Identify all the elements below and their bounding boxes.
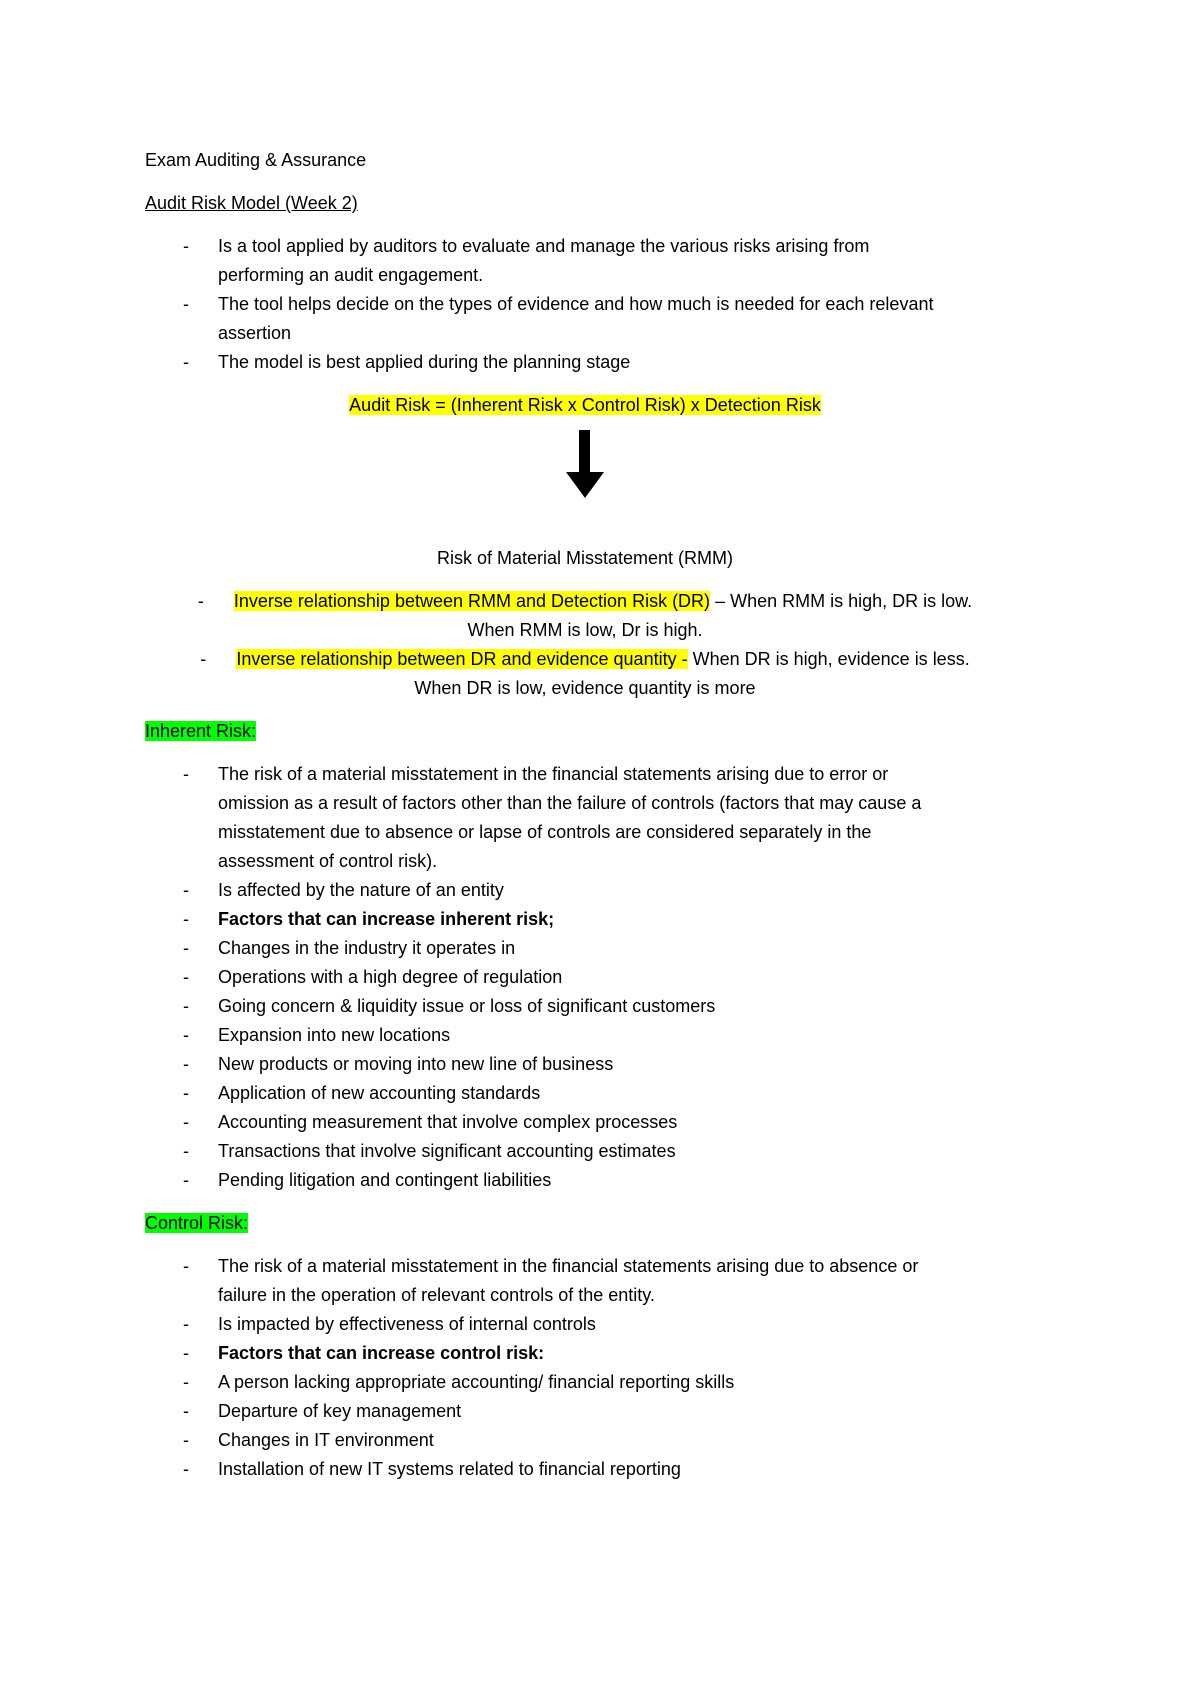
- list-item-text: Going concern & liquidity issue or loss of significant customers: [218, 996, 716, 1016]
- list-item-text: The model is best applied during the planning stage: [218, 352, 631, 372]
- list-item-continuation: [145, 1281, 1045, 1310]
- rmm-title: Risk of Material Misstatement (RMM): [436, 548, 734, 568]
- dash-bullet: -: [183, 938, 189, 958]
- list-item: [145, 963, 1045, 992]
- list-item-text: Changes in the industry it operates in: [218, 938, 516, 958]
- list-item-text: Operations with a high degree of regulation: [218, 967, 563, 987]
- dash-bullet: -: [183, 1372, 189, 1392]
- list-item: [145, 1108, 1045, 1137]
- list-item-continuation: [145, 789, 1045, 818]
- dash-bullet: -: [183, 1112, 189, 1132]
- rmm-relationship-1: [125, 587, 1045, 645]
- list-item: [145, 760, 1045, 789]
- relationship-continuation: When DR is low, evidence quantity is more: [414, 678, 756, 698]
- list-item-text: Application of new accounting standards: [218, 1083, 541, 1103]
- document-title: Exam Auditing & Assurance: [145, 150, 367, 170]
- dash-bullet: -: [200, 649, 207, 669]
- dash-bullet: -: [183, 1401, 189, 1421]
- list-item-text: Expansion into new locations: [218, 1025, 451, 1045]
- list-item: [145, 1397, 1045, 1426]
- dash-bullet: -: [183, 909, 189, 929]
- list-item-text: The tool helps decide on the types of evidence and how much is needed for each relevant: [218, 294, 934, 314]
- list-item-text: Is affected by the nature of an entity: [218, 880, 504, 900]
- list-item: [145, 1166, 1045, 1195]
- list-item-text: New products or moving into new line of business: [218, 1054, 614, 1074]
- dash-bullet: -: [183, 996, 189, 1016]
- dash-bullet: -: [183, 1256, 189, 1276]
- inherent-risk-heading-text: Inherent Risk:: [145, 721, 257, 741]
- dash-bullet: -: [183, 1025, 189, 1045]
- list-item: [145, 1079, 1045, 1108]
- dash-bullet: -: [197, 591, 204, 611]
- audit-risk-formula-row: [125, 391, 1045, 420]
- list-item: [145, 876, 1045, 905]
- list-item: [145, 348, 1045, 377]
- list-item-text: Accounting measurement that involve complex processes: [218, 1112, 678, 1132]
- list-item: [145, 1021, 1045, 1050]
- dash-bullet: -: [183, 1459, 189, 1479]
- dash-bullet: -: [183, 1314, 189, 1334]
- inherent-risk-list: [145, 760, 1045, 1195]
- audit-risk-model-heading-text: Audit Risk Model (Week 2): [145, 193, 358, 213]
- list-item: [145, 1252, 1045, 1281]
- dash-bullet: -: [183, 1343, 189, 1363]
- dash-bullet: -: [183, 352, 189, 372]
- list-item-text: Factors that can increase control risk:: [218, 1343, 545, 1363]
- list-item-text: The risk of a material misstatement in the financial statements arising due to absence or: [218, 1256, 919, 1276]
- inherent-risk-heading: [145, 717, 1045, 746]
- list-item: [145, 1455, 1045, 1484]
- relationship-highlight: Inverse relationship between RMM and Detection Risk (DR): [233, 591, 711, 611]
- audit-risk-formula: Audit Risk = (Inherent Risk x Control Risk) x Detection Risk: [349, 395, 821, 415]
- control-risk-heading-text: Control Risk:: [145, 1213, 249, 1233]
- control-risk-heading: [145, 1209, 1045, 1238]
- list-item-text: failure in the operation of relevant controls of the entity.: [218, 1285, 655, 1305]
- list-item-text: assessment of control risk).: [218, 851, 438, 871]
- down-arrow-icon: [563, 426, 607, 502]
- dash-bullet: -: [183, 1430, 189, 1450]
- dash-bullet: -: [183, 1083, 189, 1103]
- list-item-text: Factors that can increase inherent risk;: [218, 909, 555, 929]
- audit-risk-model-list: [145, 232, 1045, 377]
- dash-bullet: -: [183, 967, 189, 987]
- list-item-continuation: [145, 319, 1045, 348]
- dash-bullet: -: [183, 1141, 189, 1161]
- relationship-continuation: When RMM is low, Dr is high.: [467, 620, 703, 640]
- list-item-text: Departure of key management: [218, 1401, 462, 1421]
- list-item-text: Is a tool applied by auditors to evaluate and manage the various risks arising from: [218, 236, 870, 256]
- list-item-text: The risk of a material misstatement in the financial statements arising due to error or: [218, 764, 889, 784]
- list-item-text: A person lacking appropriate accounting/ financial reporting skills: [218, 1372, 735, 1392]
- relationship-rest: When DR is high, evidence is less.: [687, 649, 970, 669]
- list-item: [145, 1368, 1045, 1397]
- audit-risk-model-heading: [145, 189, 1045, 218]
- list-item: [145, 905, 1045, 934]
- rmm-relationship-2: [125, 645, 1045, 703]
- list-item-text: performing an audit engagement.: [218, 265, 484, 285]
- list-item-text: Installation of new IT systems related to financial reporting: [218, 1459, 681, 1479]
- dash-bullet: -: [183, 236, 189, 256]
- list-item-continuation: [145, 847, 1045, 876]
- list-item-text: Changes in IT environment: [218, 1430, 434, 1450]
- list-item-continuation: [145, 261, 1045, 290]
- dash-bullet: -: [183, 764, 189, 784]
- down-arrow-container: [125, 426, 1045, 506]
- list-item-text: omission as a result of factors other than the failure of controls (factors that may cause a: [218, 793, 922, 813]
- list-item: [145, 232, 1045, 261]
- list-item: [145, 290, 1045, 319]
- list-item: [145, 1339, 1045, 1368]
- list-item: [145, 1426, 1045, 1455]
- list-item-text: Transactions that involve significant accounting estimates: [218, 1141, 676, 1161]
- list-item: [145, 992, 1045, 1021]
- list-item-text: Pending litigation and contingent liabilities: [218, 1170, 552, 1190]
- relationship-line: [125, 587, 1045, 616]
- dash-bullet: -: [183, 294, 189, 314]
- list-item-text: assertion: [218, 323, 292, 343]
- document-body: [145, 146, 1045, 1498]
- relationship-rest: – When RMM is high, DR is low.: [710, 591, 973, 611]
- list-item: [145, 1310, 1045, 1339]
- list-item-text: Is impacted by effectiveness of internal controls: [218, 1314, 596, 1334]
- dash-bullet: -: [183, 1170, 189, 1190]
- list-item: [145, 934, 1045, 963]
- list-item-continuation: [145, 818, 1045, 847]
- dash-bullet: -: [183, 1054, 189, 1074]
- relationship-highlight: Inverse relationship between DR and evidence quantity -: [236, 649, 688, 669]
- control-risk-list: [145, 1252, 1045, 1484]
- relationship-line: [125, 645, 1045, 674]
- list-item: [145, 1137, 1045, 1166]
- list-item-text: misstatement due to absence or lapse of controls are considered separately in the: [218, 822, 872, 842]
- dash-bullet: -: [183, 880, 189, 900]
- list-item: [145, 1050, 1045, 1079]
